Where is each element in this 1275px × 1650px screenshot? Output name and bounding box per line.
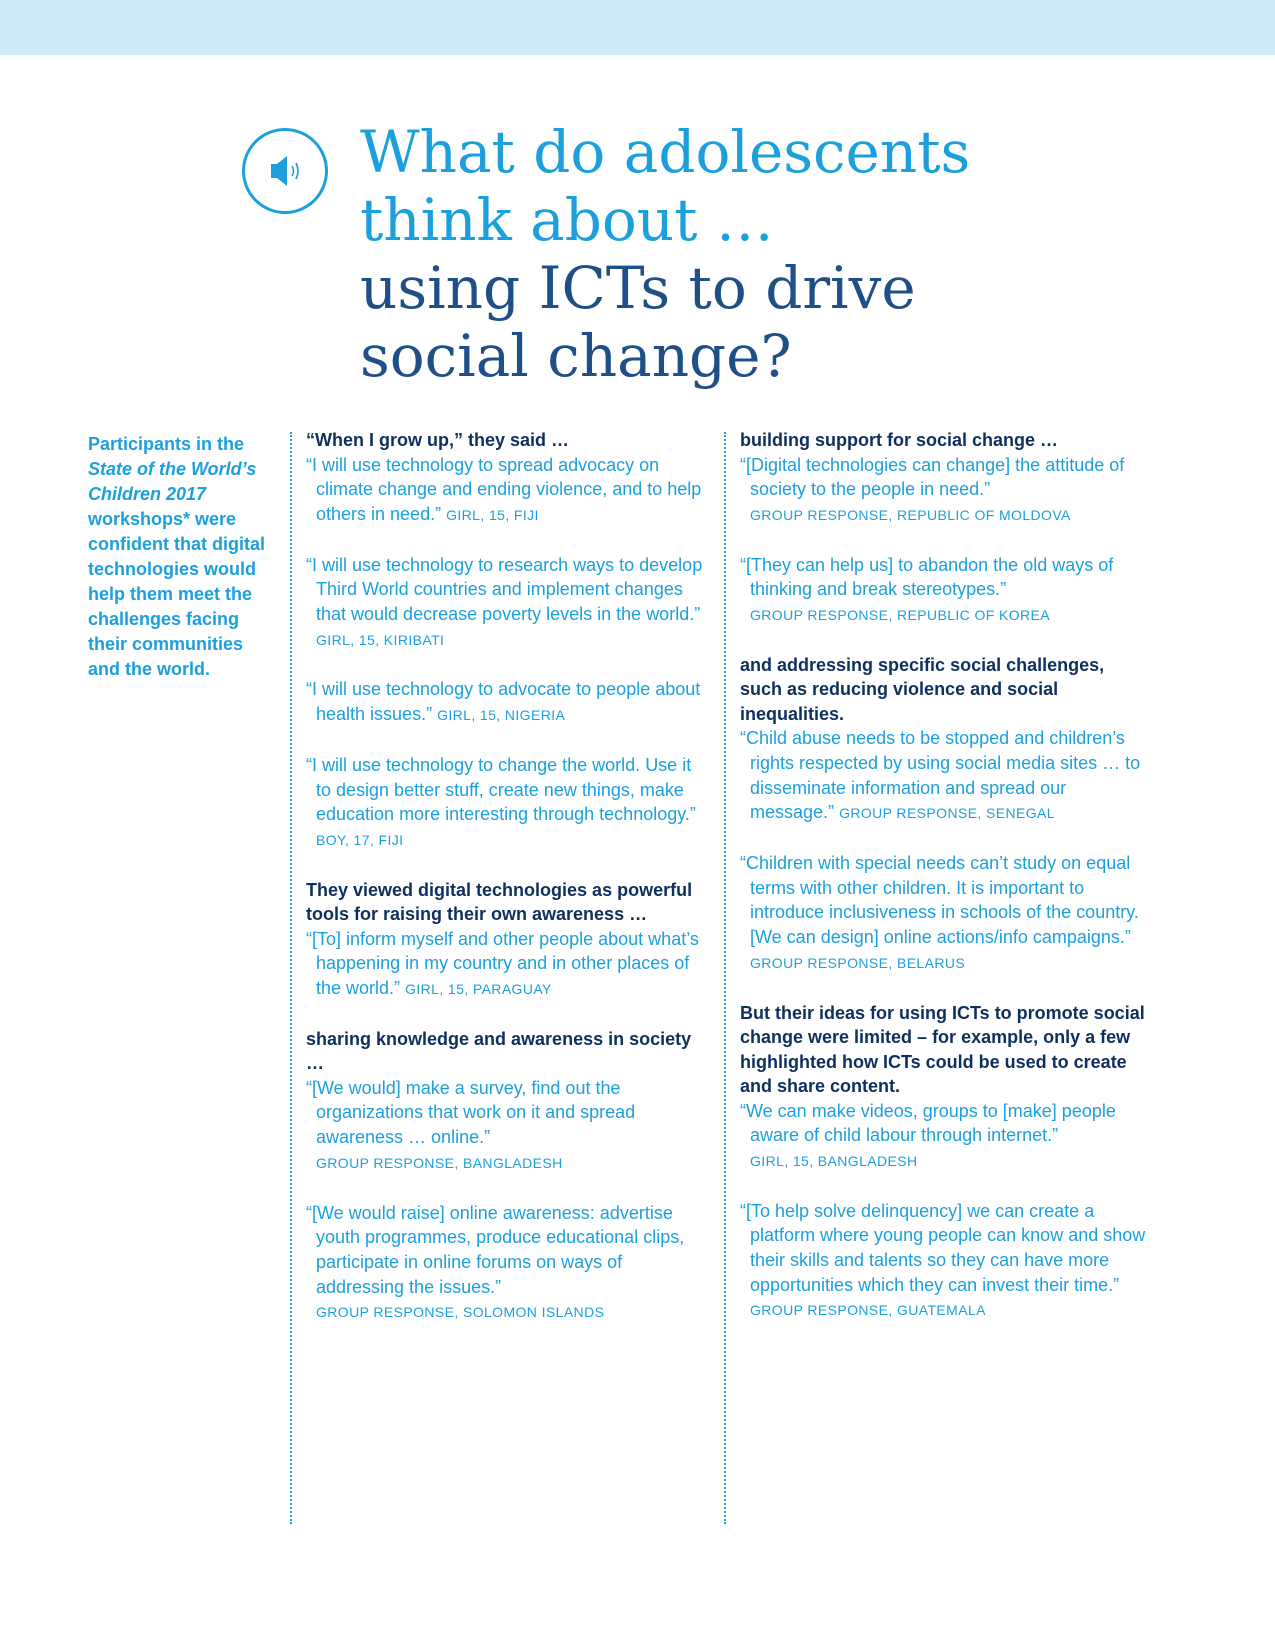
quote-source: GROUP RESPONSE, BELARUS [750, 954, 966, 971]
quote: “[Digital technologies can change] the attitude of society to the people in need.” GROUP RESPONSE, REPUBLIC OF MOLDOVA [740, 454, 1125, 523]
quote-source: GROUP RESPONSE, REPUBLIC OF KOREA [750, 607, 1051, 624]
quote-source: GROUP RESPONSE, BANGLADESH [316, 1154, 563, 1171]
top-banner [0, 0, 1275, 55]
quote-source: GIRL, 15, FIJI [446, 506, 539, 523]
quote: “[To help solve delinquency] we can create a platform where young people can know and show their skills and talents so they can have more opportunities which they can invest their time.” GROUP RESPONSE, GUATEMALA [740, 1200, 1146, 1319]
column-2 [740, 428, 1150, 1323]
section-heading: “When I grow up,” they said … [306, 430, 570, 450]
quote-source: GIRL, 15, NIGERIA [437, 707, 566, 724]
section-heading: They viewed digital technologies as powerful tools for raising their own awareness … [306, 879, 693, 925]
title-line-3: using ICTs to drive [360, 254, 916, 322]
quote-source: GROUP RESPONSE, REPUBLIC OF MOLDOVA [750, 506, 1071, 523]
section-heading: But their ideas for using ICTs to promote social change were limited – for example, only a few highlighted how ICTs could be used to create and share content. [740, 1002, 1145, 1097]
section-heading: sharing knowledge and awareness in society … [306, 1028, 692, 1074]
page-title [360, 118, 1060, 390]
intro-part-1: Participants in the [88, 434, 245, 454]
quote: “Children with special needs can’t study on equal terms with other children. It is important to introduce inclusiveness in schools of the country. [We can design] online actions/info campaigns.” GROUP RESPONSE, BELARUS [740, 853, 1139, 971]
section-heading: building support for social change … [740, 430, 1059, 450]
quote-source: GROUP RESPONSE, GUATEMALA [750, 1302, 986, 1319]
intro-text [88, 432, 278, 682]
speaker-icon [242, 128, 328, 214]
column-1 [306, 428, 706, 1325]
title-line-2: think about … [360, 186, 774, 254]
intro-part-2: workshops* were confident that digital technologies would help them meet the challenges facing their communities and the world. [88, 509, 265, 679]
quote-source: GROUP RESPONSE, SOLOMON ISLANDS [316, 1304, 605, 1321]
section-heading: and addressing specific social challenges, such as reducing violence and social inequalities. [740, 654, 1105, 724]
quote-source: GIRL, 15, BANGLADESH [750, 1152, 918, 1169]
quote: “[We would] make a survey, find out the organizations that work on it and spread awareness … online.” GROUP RESPONSE, BANGLADESH [306, 1077, 636, 1171]
quote: “I will use technology to advocate to people about health issues.” GIRL, 15, NIGERIA [306, 679, 701, 725]
quote-source: BOY, 17, FIJI [316, 831, 404, 848]
intro-report-title: State of the World’s Children 2017 [88, 459, 257, 504]
divider-left [290, 432, 292, 1524]
quote: “We can make videos, groups to [make] people aware of child labour through internet.” GIRL, 15, BANGLADESH [740, 1100, 1116, 1169]
quote: “[We would raise] online awareness: advertise youth programmes, produce educational clips, participate in online forums on ways of addressing the issues.” GROUP RESPONSE, SOLOMON ISLANDS [306, 1202, 685, 1321]
quote-source: GROUP RESPONSE, SENEGAL [839, 805, 1055, 822]
quote: “[To] inform myself and other people about what’s happening in my country and in other places of the world.” GIRL, 15, PARAGUAY [306, 928, 699, 999]
quote-source: GIRL, 15, KIRIBATI [316, 631, 445, 648]
quote-source: GIRL, 15, PARAGUAY [405, 981, 552, 998]
title-line-4: social change? [360, 322, 792, 390]
quote: “I will use technology to change the world. Use it to design better stuff, create new things, make education more interesting through technology.” BOY, 17, FIJI [306, 754, 696, 848]
title-line-1: What do adolescents [360, 118, 971, 186]
quote: “[They can help us] to abandon the old ways of thinking and break stereotypes.” GROUP RESPONSE, REPUBLIC OF KOREA [740, 554, 1114, 624]
quote: “I will use technology to research ways to develop Third World countries and implement changes that would decrease poverty levels in the world.” GIRL, 15, KIRIBATI [306, 554, 703, 648]
quote: “Child abuse needs to be stopped and children’s rights respected by using social media sites … to disseminate information and spread our message.” GROUP RESPONSE, SENEGAL [740, 728, 1141, 823]
quote: “I will use technology to spread advocacy on climate change and ending violence, and to help others in need.” GIRL, 15, FIJI [306, 454, 702, 524]
divider-right [724, 432, 726, 1524]
